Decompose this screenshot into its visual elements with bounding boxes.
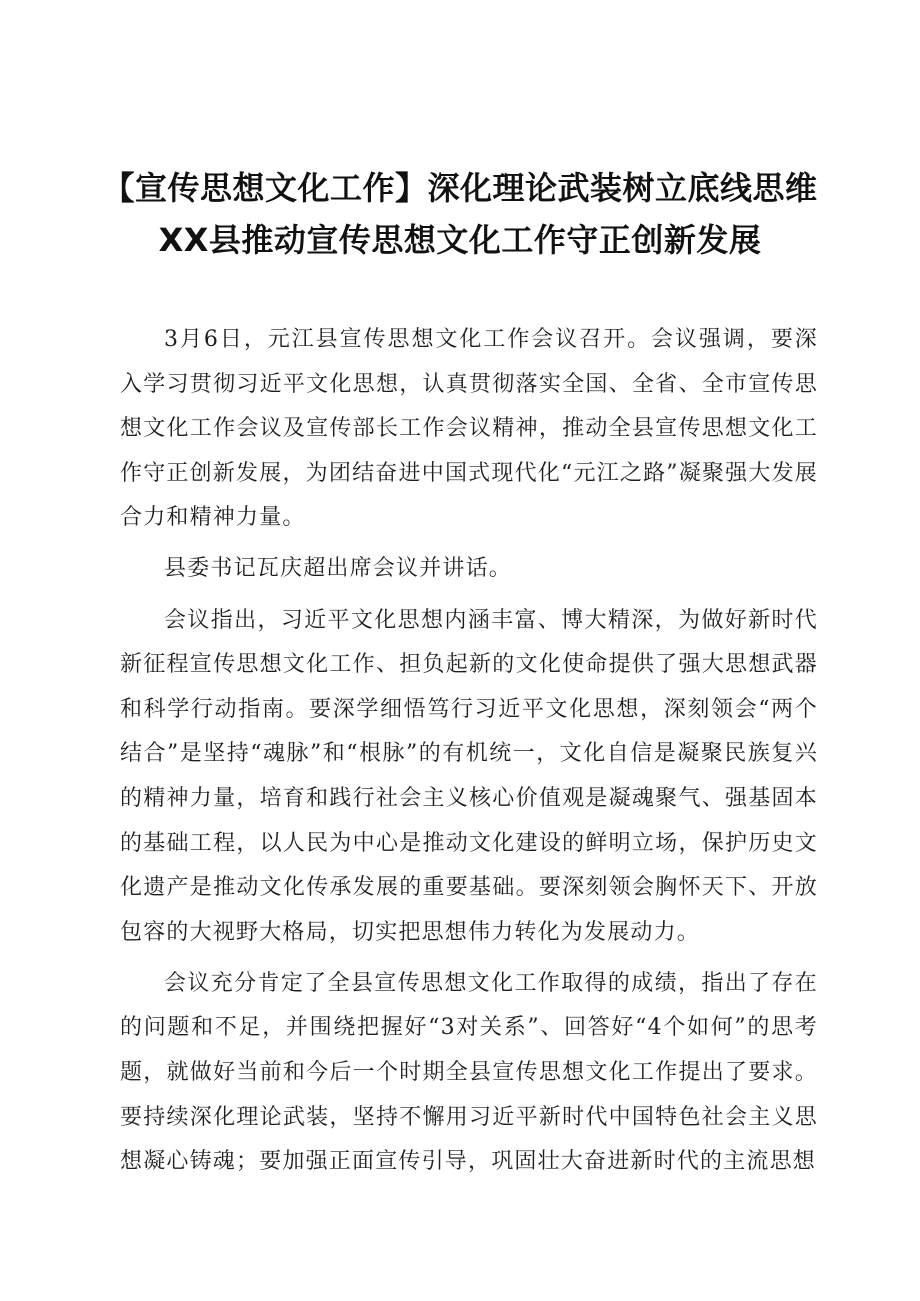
paragraph: 县委书记瓦庆超出席会议并讲话。 <box>164 556 513 582</box>
paragraph: 会议充分肯定了全县宣传思想文化工作取得的成绩，指出了存在的问题和不足，并围绕把握好“3对关系”、回答好“4个如何”的思考题，就做好当前和今后一个时期全县宣传思想文化工作提出了要求。要持续深化理论武装，坚持不懈用习近平新时代中国特色社会主义思想凝心铸魂；要加强正面宣传引导，巩固壮大奋进新时代的主流思想 <box>120 970 818 1175</box>
document-body <box>120 318 818 1191</box>
paragraph: 3月6日，元江县宣传思想文化工作会议召开。会议强调，要深入学习贯彻习近平文化思想，认真贯彻落实全国、全省、全市宣传思想文化工作会议及宣传部长工作会议精神，推动全县宣传思想文化工作守正创新发展，为团结奋进中国式现代化“元江之路”凝聚强大发展合力和精神力量。 <box>120 327 818 531</box>
paragraph: 会议指出，习近平文化思想内涵丰富、博大精深，为做好新时代新征程宣传思想文化工作、担负起新的文化使命提供了强大思想武器和科学行动指南。要深学细悟笃行习近平文化思想，深刻领会“两个结合”是坚持“魂脉”和“根脉”的有机统一，文化自信是凝聚民族复兴的精神力量，培育和践行社会主义核心价值观是凝魂聚气、强基固本的基础工程，以人民为中心是推动文化建设的鲜明立场，保护历史文化遗产是推动文化传承发展的重要基础。要深刻领会胸怀天下、开放包容的大视野大格局，切实把思想伟力转化为发展动力。 <box>120 607 818 945</box>
document-title: 【宣传思想文化工作】深化理论武装树立底线思维XX县推动宣传思想文化工作守正创新发展 <box>102 169 818 259</box>
